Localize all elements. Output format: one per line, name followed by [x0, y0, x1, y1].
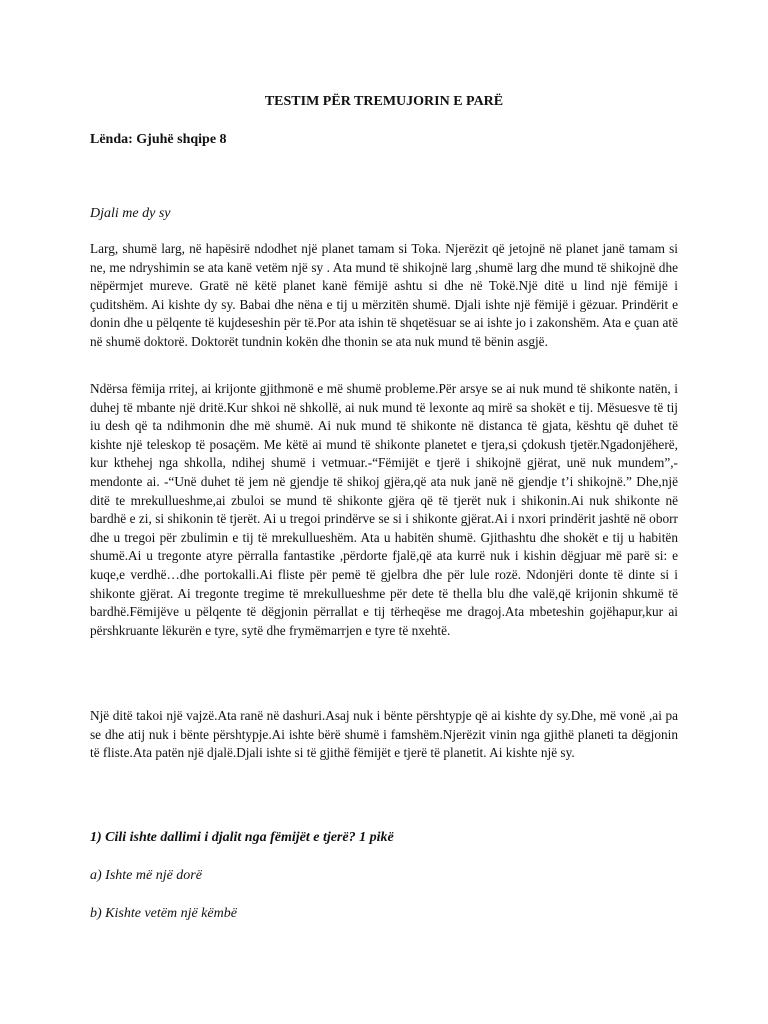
story-paragraph-1: Larg, shumë larg, në hapësirë ndodhet një planet tamam si Toka. Njerëzit që jetojnë në planet janë tamam si ne, me ndryshimin se ata kanë vetëm një sy . Ata mund të shikojnë larg ,shumë larg dhe mund të shikojnë dhe nëpërmjet mureve. Gratë në këtë planet kanë fëmijë ashtu si dhe në Tokë.Një ditë u lind një fëmijë i çuditshëm. Ai kishte dy sy. Babai dhe nëna e tij u mërzitën shumë. Djali ishte një fëmijë i gëzuar. Prindërit e donin dhe u pëlqente të kujdeseshin për të.Por ata ishin të shqetësuar se ai ishte jo i zakonshëm. Ata e çuan atë në shumë doktorë. Doktorët tundnin kokën dhe thonin se ata nuk mund të bënin asgjë.	[90, 241, 678, 349]
test-title: TESTIM PËR TREMUJORIN E PARË	[264, 94, 504, 109]
story-title: Djali me dy sy	[90, 206, 171, 221]
subject-label: Lënda: Gjuhë shqipe 8	[90, 132, 227, 147]
story-paragraph-3: Një ditë takoi një vajzë.Ata ranë në dashuri.Asaj nuk i bënte përshtypje që ai kishte dy sy.Dhe, më vonë ,ai pa se dhe atij nuk i bënte përshtypje.Ai ishte bërë shumë i famshëm.Njerëzit vinin nga gjithë planeti ta dëgjonin të fliste.Ata patën një djalë.Djali ishte si të gjithë fëmijët e tjerë të planetit. Ai kishte një sy.	[90, 708, 678, 761]
question-1: 1) Cili ishte dallimi i djalit nga fëmijët e tjerë? 1 pikë	[90, 830, 394, 845]
answer-option-a: a) Ishte më një dorë	[90, 868, 202, 883]
story-paragraph-2: Ndërsa fëmija rritej, ai krijonte gjithmonë e më shumë probleme.Për arsye se ai nuk mund të shikonte natën, i duhej të mbante një dritë.Kur shkoi në shkollë, ai nuk mund të lexonte aq mirë sa shokët e tij. Mësuesve të tij iu desh që ta ndihmonin dhe më shumë. Ai nuk mund të shikonte në distanca të gjata, kështu që duhet të kishte një teleskop të posaçëm. Me këtë ai mund të shikonte planetet e tjera,si çdokush tjetër.Ngadonjëherë, kur kthehej nga shkolla, ndihej shumë i vetmuar.-“Fëmijët e tjerë i shikojnë gjërat, unë nuk mundem”,-mendonte ai. -“Unë duhet të jem në gjendje të shikoj gjëra,që ata nuk janë në gjendje t’i shikojnë.” Dhe,një ditë te mrekullueshme,ai zbuloi se mund të shikonte gjëra që të tjerët nuk i shikonin.Ai nuk shikonte në bardhë e zi, si shikonin të tjerët. Ai u tregoi prindërve se si i shikonte gjërat.Ai i nxori prindërit jashtë në oborr dhe u tregoi për zbulimin e tij të mrekullueshëm. Ata u habitën shumë. Gjithashtu dhe shokët e tij u habitën shumë.Ai u tregonte atyre përralla fantastike ,përdorte fjalë,që ata kurrë nuk i kishin dëgjuar më parë si: e kuqe,e verdhë…dhe portokalli.Ai fliste për pemë të gjelbra dhe për lule rozë. Ndonjëri donte të dinte si i shikonte gjërat. Ai tregonte tregime të mrekullueshme për dete të thella blu dhe valë,që krijonin shkumë të bardhë.Fëmijëve u pëlqente të dëgjonin përrallat e tij tërheqëse me dragoj.Ata mbeteshin gojëhapur,kur ai përshkruante lëkurën e tyre, sytë dhe frymëmarrjen e tyre të nxehtë.	[90, 381, 678, 638]
answer-option-b: b) Kishte vetëm një këmbë	[90, 906, 237, 921]
